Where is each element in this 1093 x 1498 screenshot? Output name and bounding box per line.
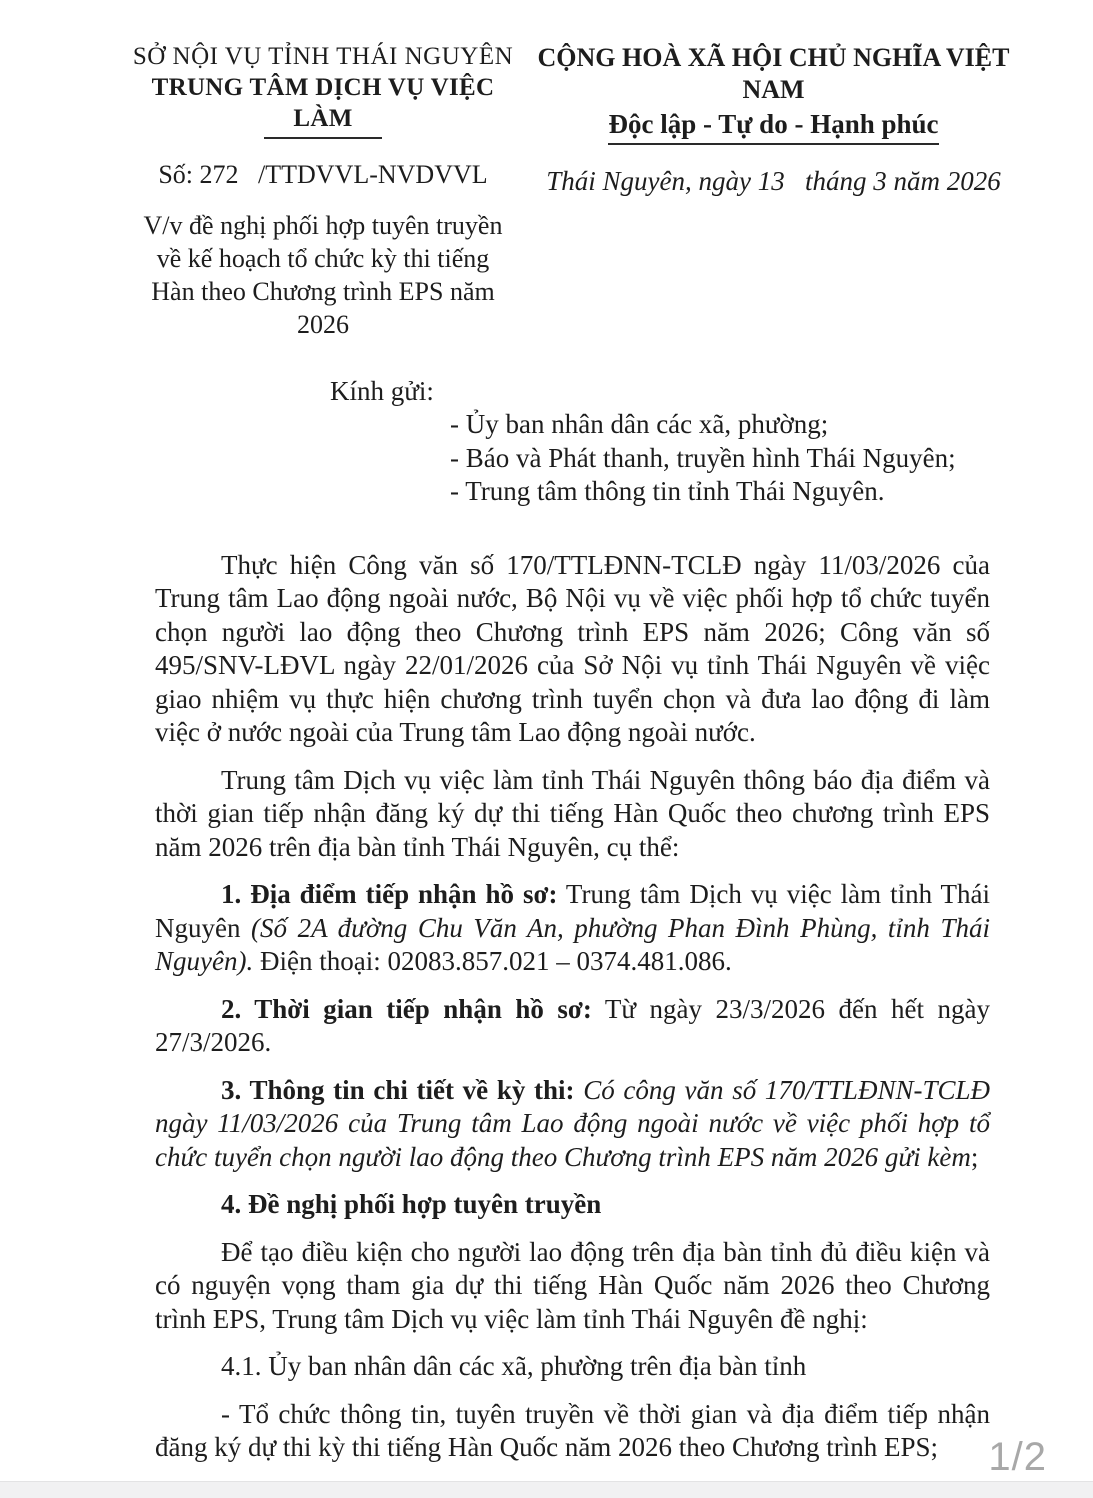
national-motto: Độc lập - Tự do - Hạnh phúc [608,108,938,145]
document-header [0,0,1093,341]
section-4-heading-text: 4. Đề nghị phối hợp tuyên truyền [221,1189,602,1219]
issuing-org-block [132,42,514,341]
section-3-details [155,1074,990,1175]
paragraph-basis: Thực hiện Công văn số 170/TTLĐNN-TCLĐ ngày 11/03/2026 của Trung tâm Lao động ngoài nước, Bộ Nội vụ về việc phối hợp tổ chức tuyển chọn người lao động theo Chương trình EPS năm 2026; Công văn số 495/SNV-LĐVL ngày 22/01/2026 của Sở Nội vụ tỉnh Thái Nguyên về việc giao nhiệm vụ thực hiện chương trình tuyển chọn và đưa lao động đi làm việc ở nước ngoài của Trung tâm Lao động ngoài nước. [155,549,990,747]
section-1-address: (Số 2A đường Chu Văn An, phường Phan Đình Phùng, tỉnh Thái Nguyên). [155,912,990,976]
paragraph-request-intro: Để tạo điều kiện cho người lao động trên địa bàn tỉnh đủ điều kiện và có nguyện vọng tham gia dự thi tiếng Hàn Quốc năm 2026 theo Chương trình EPS, Trung tâm Dịch vụ việc làm tỉnh Thái Nguyên đề nghị: [155,1236,990,1334]
document-number: Số: 272 /TTDVVL-NVDVVL [158,160,488,189]
org-underline-rule [264,137,382,139]
section-1-label: 1. Địa điểm tiếp nhận hồ sơ: [221,879,558,909]
section-1-location [155,878,990,979]
viewer-bottom-strip [0,1481,1093,1498]
place-date-line: Thái Nguyên, ngày 13 tháng 3 năm 2026 [546,166,1001,196]
document-body [0,549,1093,1465]
section-1-phone: Điện thoại: 02083.857.021 – 0374.481.086. [253,946,732,976]
org-name: TRUNG TÂM DỊCH VỤ VIỆC LÀM [151,74,495,132]
national-header-block [514,42,1013,198]
recipient-list [450,408,1093,509]
recipient-item: - Báo và Phát thanh, truyền hình Thái Nguyên; [450,442,956,473]
parent-org-name: SỞ NỘI VỤ TỈNH THÁI NGUYÊN [132,43,514,70]
section-2-time [155,993,990,1060]
recipients-block [0,375,1093,509]
page-indicator: 1/2 [988,1435,1047,1479]
paragraph-4-1: 4.1. Ủy ban nhân dân các xã, phường trên địa bàn tỉnh [221,1351,807,1381]
section-2-text: Từ ngày 23/3/2026 đến hết ngày 27/3/2026. [155,993,990,1057]
paragraph-announcement: Trung tâm Dịch vụ việc làm tỉnh Thái Nguyên thông báo địa điểm và thời gian tiếp nhận đăng ký dự thi tiếng Hàn Quốc theo chương trình EPS năm 2026 trên địa bàn tỉnh Thái Nguyên, cụ thể: [155,764,990,862]
section-3-label: 3. Thông tin chi tiết về kỳ thi: [221,1074,575,1105]
section-3-attachment-note: Có công văn số 170/TTLĐNN-TCLĐ ngày 11/03/2026 của Trung tâm Lao động ngoài nước về việc phối hợp tổ chức tuyển chọn người lao động theo Chương trình EPS năm 2026 gửi kèm [155,1074,990,1172]
salutation: Kính gửi: [330,376,434,406]
section-1-text: Trung tâm Dịch vụ việc làm tỉnh Thái Nguyên [155,879,991,943]
section-3-tail: ; [970,1141,979,1172]
section-2-label: 2. Thời gian tiếp nhận hồ sơ: [221,993,592,1024]
national-title: CỘNG HOÀ XÃ HỘI CHỦ NGHĨA VIỆT NAM [537,43,1010,104]
recipient-item: - Trung tâm thông tin tỉnh Thái Nguyên. [450,476,885,506]
document-subject: V/v đề nghị phối hợp tuyên truyền về kế hoạch tổ chức kỳ thi tiếng Hàn theo Chương trình EPS năm 2026 [143,211,503,339]
section-4-heading [155,1188,990,1222]
recipient-item: - Ủy ban nhân dân các xã, phường; [450,409,829,439]
paragraph-4-1-dash-item: - Tổ chức thông tin, tuyên truyền về thời gian và địa điểm tiếp nhận đăng ký dự thi kỳ thi tiếng Hàn Quốc năm 2026 theo Chương trình EPS; [155,1398,990,1462]
